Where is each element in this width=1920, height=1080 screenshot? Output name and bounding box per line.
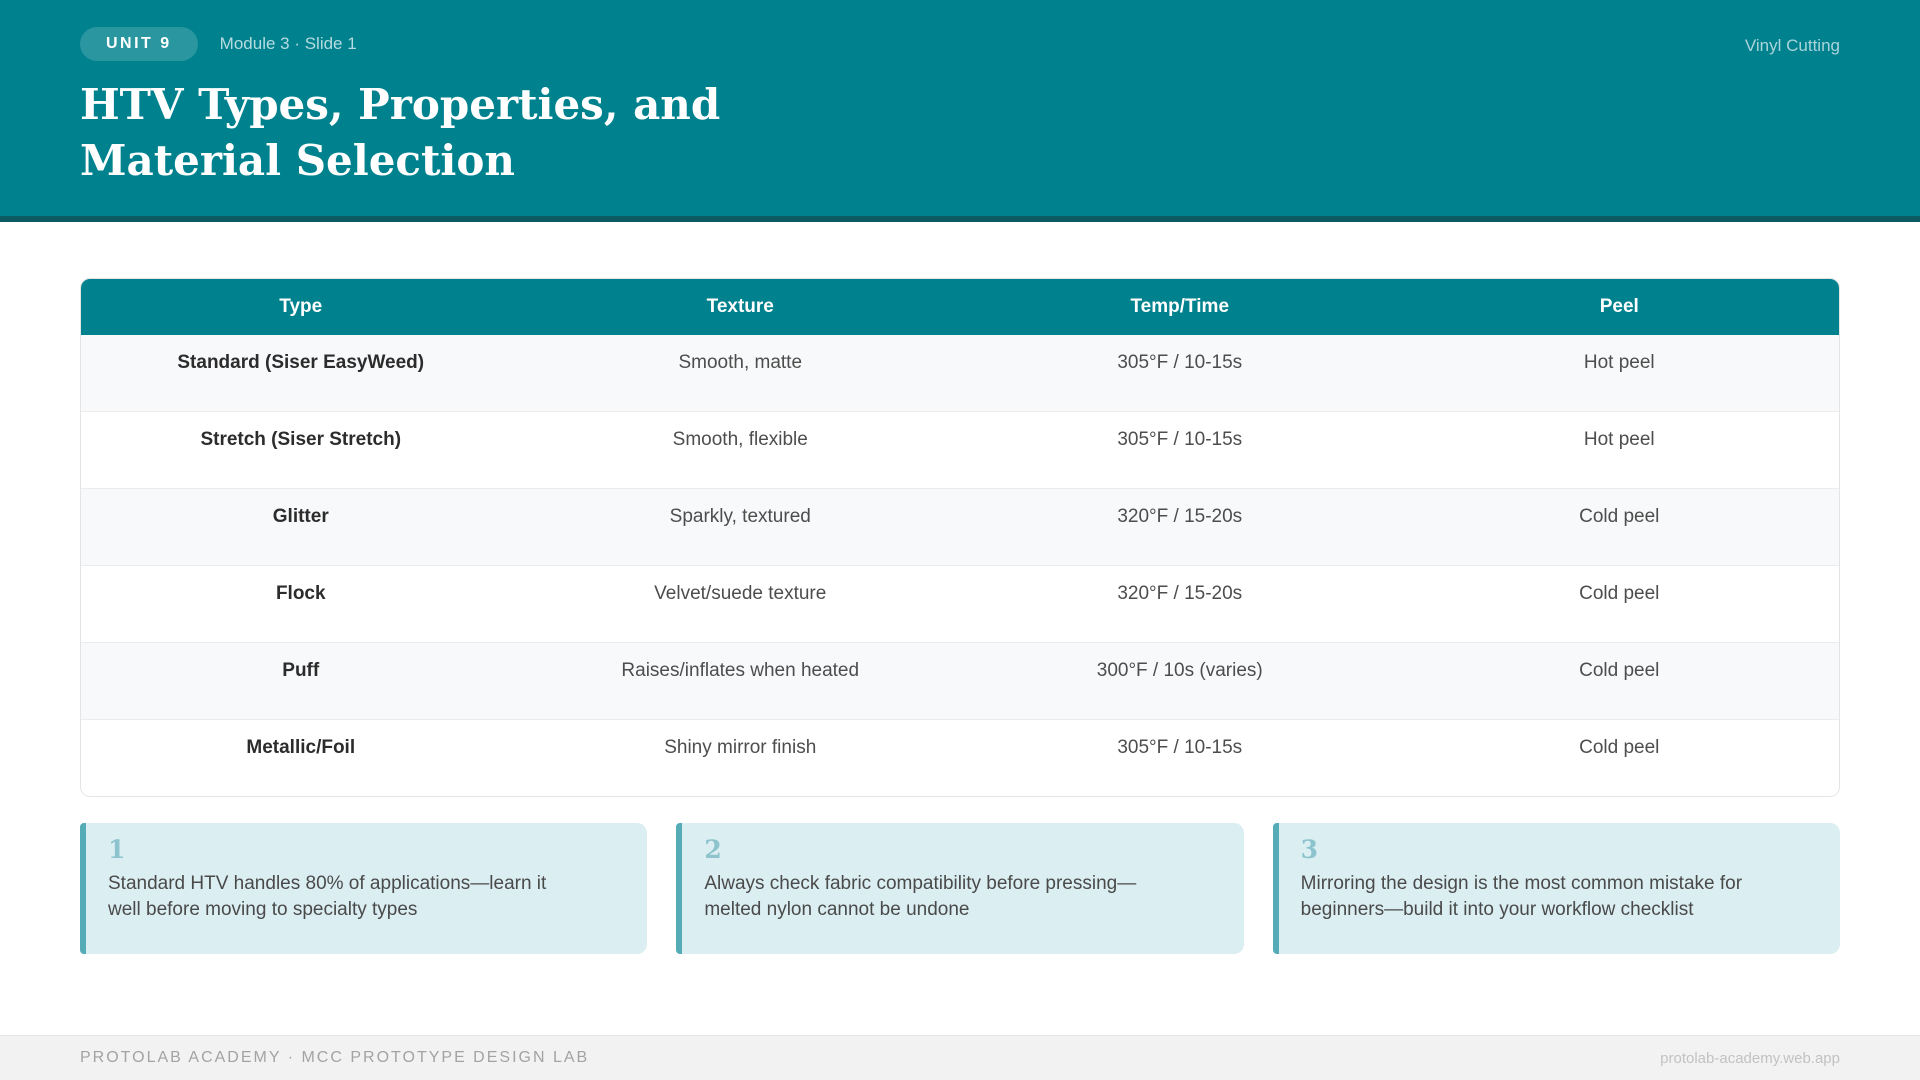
table-row — [81, 719, 1839, 796]
footer-brand: PROTOLAB ACADEMY · MCC PROTOTYPE DESIGN LAB — [80, 1049, 590, 1066]
callout-card-3 — [1273, 823, 1840, 954]
cell-type: Metallic/Foil — [81, 719, 521, 796]
callout-card-2 — [676, 823, 1243, 954]
key-points — [80, 823, 1840, 954]
callout-text: Always check fabric compatibility before pressing—melted nylon cannot be undone — [704, 872, 1137, 920]
cell-texture: Smooth, flexible — [521, 411, 961, 488]
table-row — [81, 335, 1839, 411]
cell-texture: Raises/inflates when heated — [521, 642, 961, 719]
cell-peel: Hot peel — [1400, 411, 1840, 488]
callout-card-1 — [80, 823, 647, 954]
cell-temp-time: 320°F / 15-20s — [960, 565, 1400, 642]
table-row — [81, 411, 1839, 488]
column-header-peel: Peel — [1400, 279, 1840, 335]
cell-type: Glitter — [81, 488, 521, 565]
cell-peel: Cold peel — [1400, 488, 1840, 565]
cell-peel: Cold peel — [1400, 719, 1840, 796]
cell-temp-time: 305°F / 10-15s — [960, 335, 1400, 411]
cell-texture: Smooth, matte — [521, 335, 961, 411]
htv-table-card — [80, 278, 1840, 797]
slide-header — [0, 0, 1920, 222]
column-header-temp-time: Temp/Time — [960, 279, 1400, 335]
cell-temp-time: 305°F / 10-15s — [960, 719, 1400, 796]
callout-number: 2 — [704, 835, 722, 864]
cell-peel: Hot peel — [1400, 335, 1840, 411]
cell-type: Standard (Siser EasyWeed) — [81, 335, 521, 411]
table-row — [81, 565, 1839, 642]
cell-temp-time: 300°F / 10s (varies) — [960, 642, 1400, 719]
cell-texture: Velvet/suede texture — [521, 565, 961, 642]
column-header-texture: Texture — [521, 279, 961, 335]
callout-text: Mirroring the design is the most common mistake for beginners—build it into your workflow checklist — [1300, 872, 1743, 920]
page-title — [80, 77, 1840, 190]
header-meta — [80, 27, 1840, 61]
slide-footer — [0, 1035, 1920, 1080]
main-content — [0, 222, 1920, 954]
column-header-type: Type — [81, 279, 521, 335]
cell-type: Flock — [81, 565, 521, 642]
page-title-line-1: HTV Types, Properties, and — [80, 80, 721, 129]
table-row — [81, 642, 1839, 719]
cell-temp-time: 305°F / 10-15s — [960, 411, 1400, 488]
callout-number: 3 — [1300, 835, 1319, 864]
cell-peel: Cold peel — [1400, 565, 1840, 642]
htv-table — [81, 279, 1839, 796]
cell-texture: Shiny mirror finish — [521, 719, 961, 796]
table-row — [81, 488, 1839, 565]
page-title-line-2: Material Selection — [80, 136, 515, 186]
cell-temp-time: 320°F / 15-20s — [960, 488, 1400, 565]
callout-number: 1 — [108, 835, 126, 864]
cell-peel: Cold peel — [1400, 642, 1840, 719]
unit-badge: UNIT 9 — [80, 27, 198, 61]
callout-text: Standard HTV handles 80% of applications—learn it well before moving to specialty types — [108, 872, 547, 920]
cell-type: Puff — [81, 642, 521, 719]
context-label: Vinyl Cutting — [1744, 36, 1840, 55]
footer-url: protolab-academy.web.app — [1660, 1049, 1840, 1067]
cell-texture: Sparkly, textured — [521, 488, 961, 565]
table-header-row — [81, 279, 1839, 335]
cell-type: Stretch (Siser Stretch) — [81, 411, 521, 488]
breadcrumb: Module 3 · Slide 1 — [219, 34, 357, 53]
